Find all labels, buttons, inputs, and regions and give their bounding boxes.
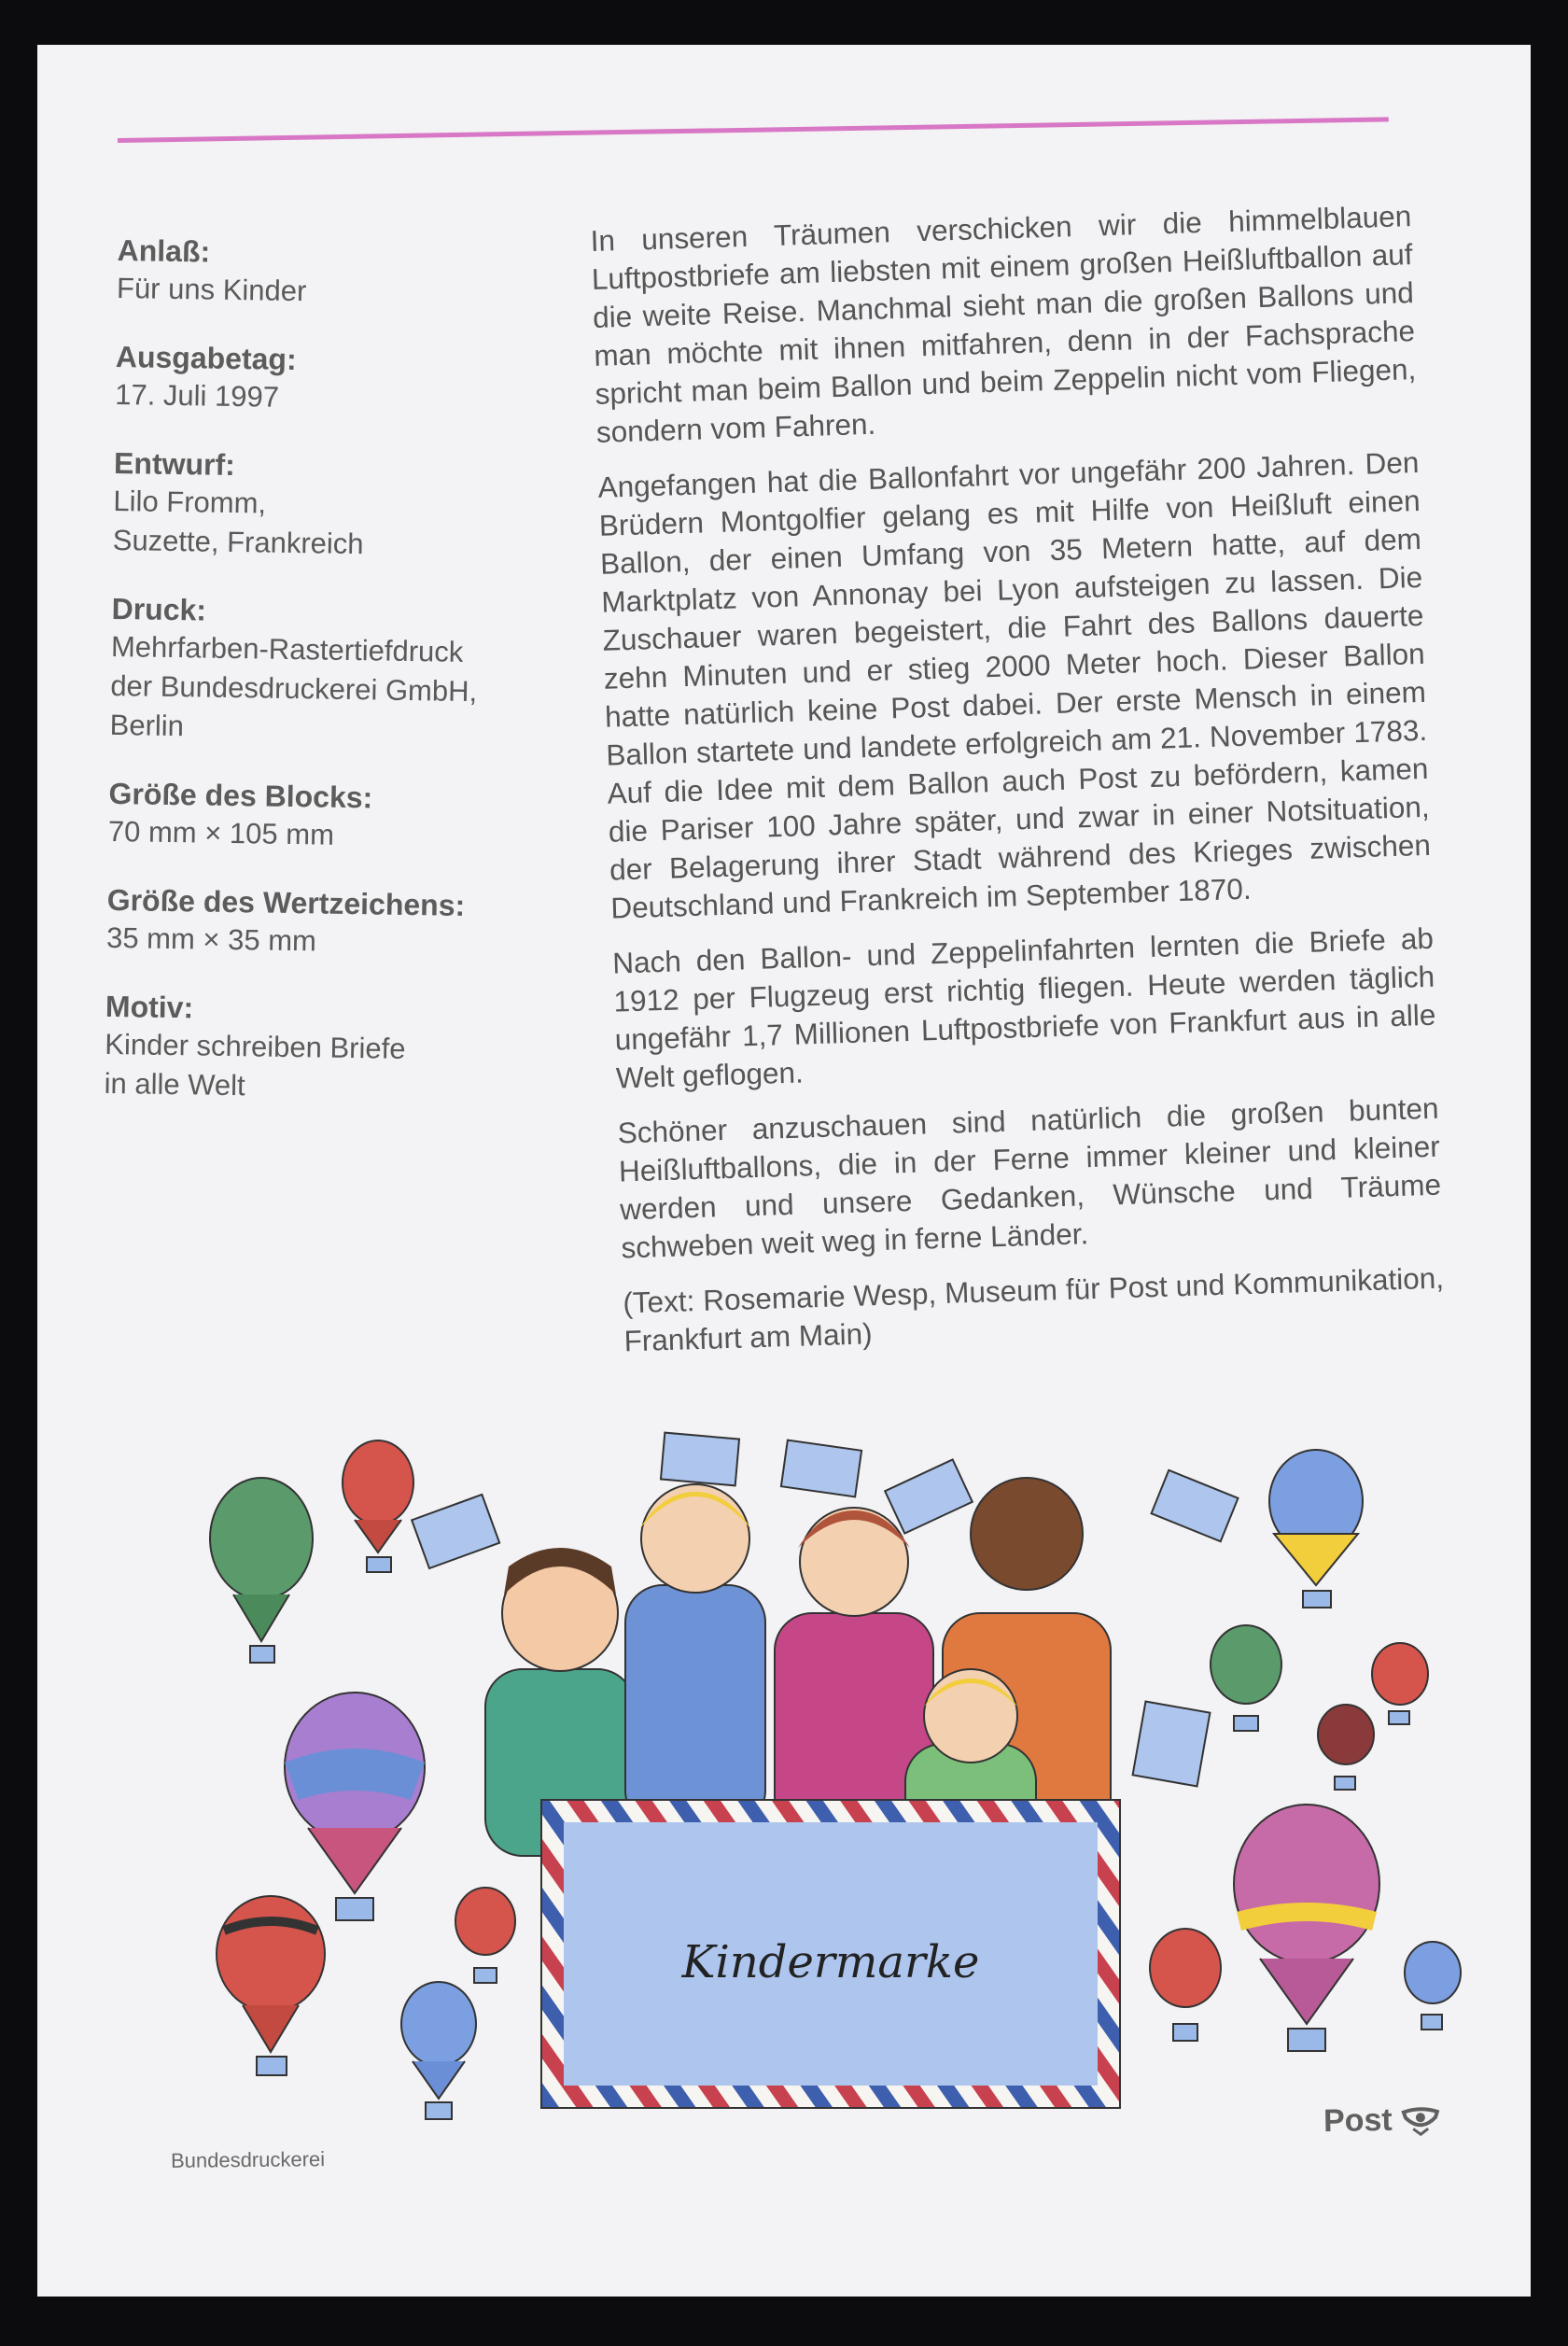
field-label: Motiv: — [105, 989, 194, 1025]
children-balloons-illustration — [168, 1426, 1493, 2192]
airmail-envelope — [541, 1800, 1120, 2108]
field-label: Entwurf: — [113, 445, 236, 483]
balloon-icon — [1372, 1643, 1428, 1724]
paragraph: (Text: Rosemarie Wesp, Museum für Post und Kommunikation, Frankfurt am Main) — [622, 1260, 1445, 1358]
field-value: Lilo Fromm, Suzette, Frankreich — [112, 484, 364, 561]
info-column — [104, 232, 603, 1141]
paragraph: Nach den Ballon- und Zeppelinfahrten lernten die Briefe ab 1912 per Flugzeug erst richtig fliegen. Heute werden täglich ungefähr 1,7 Millionen Luftpostbriefe von Frankfurt aus in alle Welt geflogen. — [611, 920, 1436, 1095]
field-groesse-wertzeichen — [106, 881, 593, 965]
post-brand-text: Post — [1323, 2101, 1393, 2140]
paragraph: Schöner anzuschauen sind natürlich die großen bunten Heißluftballons, die in der Ferne immer kleiner und kleiner werden und unsere Gedanken, Wünsche und Träume schweben weit weg in ferne Länder. — [617, 1090, 1442, 1265]
printer-credit: Bundesdruckerei — [170, 2147, 326, 2172]
field-label: Größe des Wertzeichens: — [106, 882, 466, 922]
balloon-icon — [1405, 1942, 1461, 2030]
field-value: Für uns Kinder — [116, 271, 307, 308]
pink-header-rule — [118, 117, 1389, 143]
field-label: Größe des Blocks: — [108, 776, 373, 815]
balloon-icon — [343, 1440, 413, 1572]
field-value: Mehrfarben-Rastertiefdruck der Bundesdruckerei GmbH, Berlin — [109, 629, 478, 743]
balloon-icon — [1269, 1450, 1363, 1608]
balloon-icon — [401, 1982, 476, 2119]
posthorn-icon — [1399, 2103, 1441, 2136]
field-groesse-block — [108, 775, 595, 859]
balloon-icon — [1211, 1625, 1281, 1731]
balloon-icon — [210, 1478, 313, 1663]
field-motiv — [104, 988, 591, 1111]
field-value: 17. Juli 1997 — [114, 377, 280, 414]
field-label: Ausgabetag: — [115, 339, 297, 377]
balloon-icon — [1318, 1705, 1374, 1790]
balloon-icon — [217, 1896, 325, 2075]
balloon-icon — [1234, 1805, 1379, 2051]
field-value: 70 mm × 105 mm — [107, 814, 335, 851]
field-ausgabetag — [115, 338, 601, 422]
field-label: Anlaß: — [117, 232, 211, 269]
balloon-icon — [1150, 1929, 1221, 2041]
field-druck — [109, 590, 597, 752]
envelope-text: Kindermarke — [681, 1936, 980, 1988]
article-text — [590, 197, 1446, 1377]
field-entwurf — [112, 444, 599, 568]
post-logo — [1323, 2101, 1441, 2140]
paragraph: In unseren Träumen verschicken wir die himmelblauen Luftpostbriefe am liebsten mit einem großen Heißluftballon auf die weite Reise. Manchmal sieht man die großen Ballons und man möchte mit ihnen mitfahren, denn in der Fachsprache spricht man beim Ballon und beim Zeppelin nicht vom Fliegen, sondern vom Fahren. — [590, 199, 1417, 449]
balloon-icon — [455, 1888, 515, 1983]
field-value: 35 mm × 35 mm — [105, 920, 317, 958]
field-anlass — [117, 232, 603, 316]
album-page — [37, 45, 1531, 2297]
balloon-icon — [285, 1693, 425, 1920]
paragraph: Angefangen hat die Ballonfahrt vor ungefähr 200 Jahren. Den Brüdern Montgolfier gelang es mit Hilfe von Heißluft einen Ballon, der einen Umfang von 35 Metern hatte, auf dem Marktplatz von Annonay bei Lyon aufsteigen zu lassen. Die Zuschauer waren begeistert, die Fahrt des Ballons dauerte zehn Minuten und er stieg 2000 Meter hoch. Dieser Ballon hatte natürlich keine Post dabei. Der erste Mensch in einem Ballon startete und landete erfolgreich am 21. November 1783. Auf die Idee mit dem Ballon auch Post zu befördern, kamen die Pariser 100 Jahre später, und zwar in einer Notsituation, der Belagerung ihrer Stadt während des Krieges zwischen Deutschland und Frankreich im September 1870. — [597, 445, 1432, 925]
field-label: Druck: — [111, 591, 207, 627]
field-value: Kinder schreiben Briefe in alle Welt — [104, 1027, 406, 1103]
